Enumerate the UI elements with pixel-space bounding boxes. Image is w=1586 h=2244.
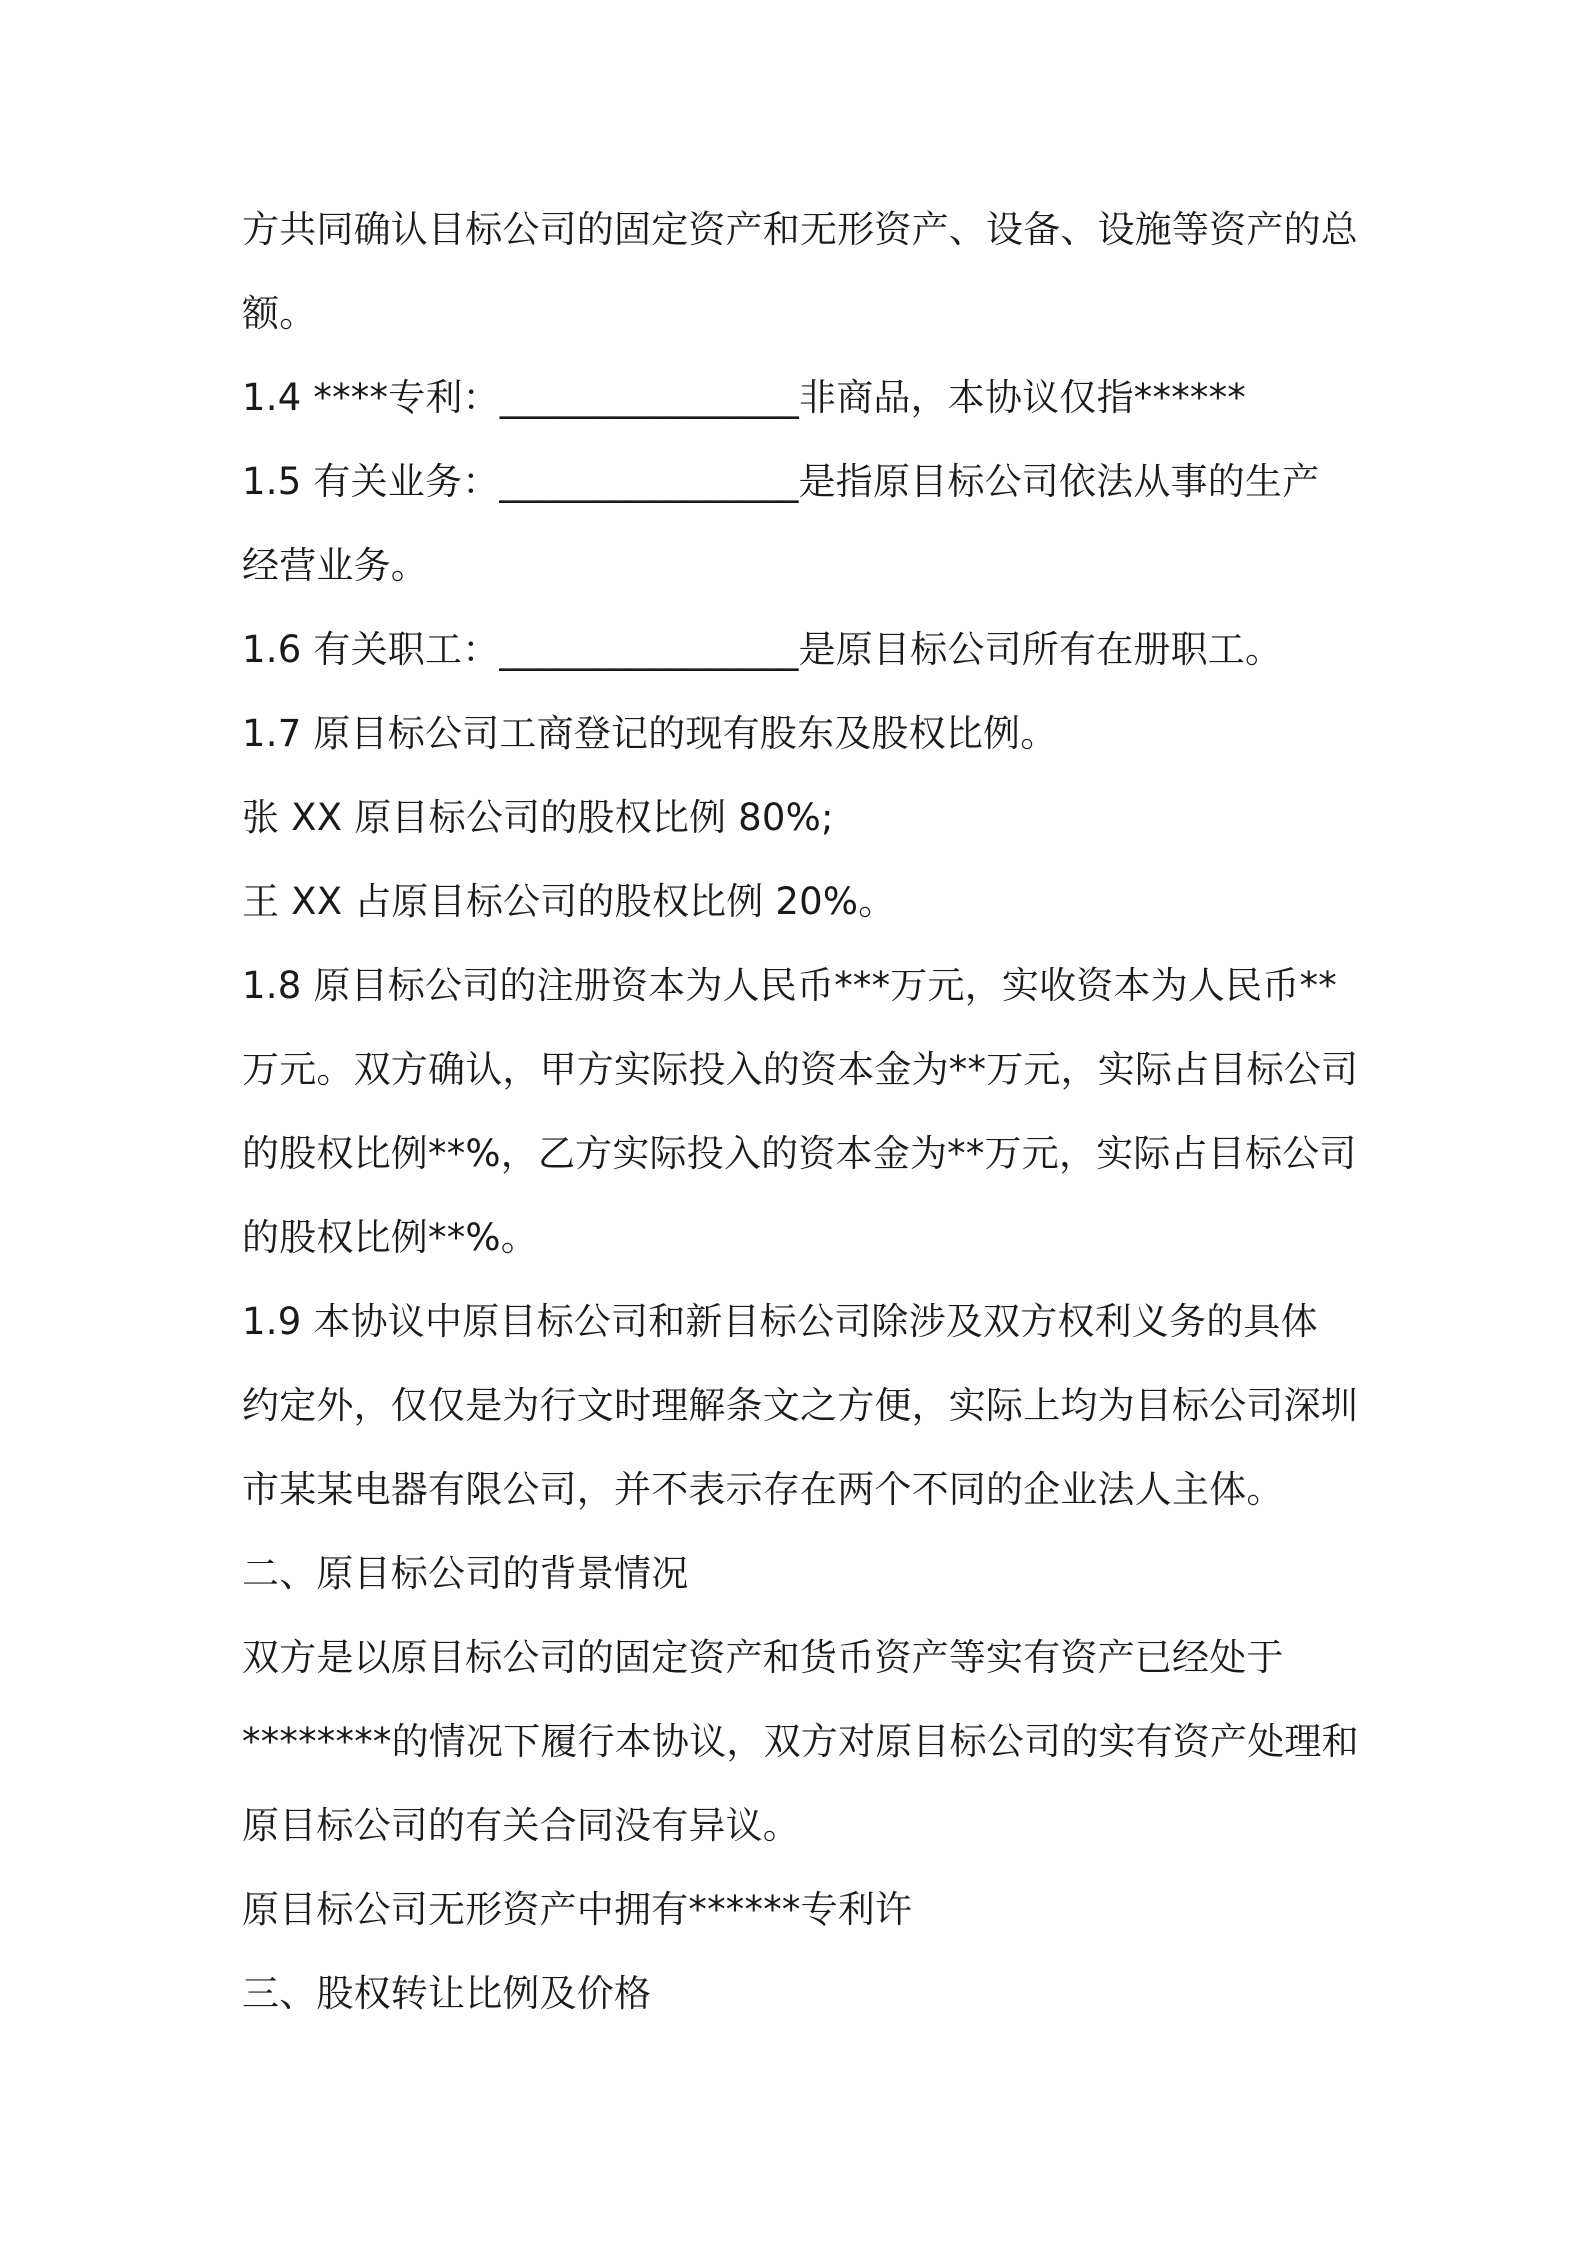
shareholder-line: 王 XX 占原目标公司的股权比例 20%。 [242, 880, 896, 923]
paragraph-line: 市某某电器有限公司，并不表示存在两个不同的企业法人主体。 [242, 1468, 1284, 1511]
paragraph-line: 经营业务。 [242, 544, 428, 587]
section-heading: 二、原目标公司的背景情况 [242, 1552, 689, 1595]
paragraph-line: 原目标公司的有关合同没有异议。 [242, 1804, 800, 1847]
clause-1-4: 1.4 ****专利：________________非商品，本协议仅指****** [242, 376, 1247, 419]
shareholder-line: 张 XX 原目标公司的股权比例 80%; [242, 796, 834, 839]
paragraph-line: 约定外，仅仅是为行文时理解条文之方便，实际上均为目标公司深圳 [242, 1384, 1358, 1427]
paragraph-line: 原目标公司无形资产中拥有******专利许 [242, 1888, 913, 1931]
paragraph-line: 双方是以原目标公司的固定资产和货币资产等实有资产已经处于 [242, 1636, 1284, 1679]
paragraph-line: 方共同确认目标公司的固定资产和无形资产、设备、设施等资产的总 [242, 208, 1358, 251]
clause-1-9: 1.9 本协议中原目标公司和新目标公司除涉及双方权利义务的具体 [242, 1300, 1318, 1343]
clause-1-7: 1.7 原目标公司工商登记的现有股东及股权比例。 [242, 712, 1058, 755]
paragraph-line: 的股权比例**%，乙方实际投入的资本金为**万元，实际占目标公司 [242, 1132, 1357, 1175]
clause-1-5: 1.5 有关业务：________________是指原目标公司依法从事的生产 [242, 460, 1320, 503]
paragraph-line: 万元。双方确认，甲方实际投入的资本金为**万元，实际占目标公司 [242, 1048, 1359, 1091]
clause-1-8: 1.8 原目标公司的注册资本为人民币***万元，实收资本为人民币** [242, 964, 1337, 1007]
paragraph-line: 的股权比例**%。 [242, 1216, 538, 1259]
section-heading: 三、股权转让比例及价格 [242, 1972, 652, 2015]
paragraph-line: 额。 [242, 292, 317, 335]
paragraph-line: ********的情况下履行本协议，双方对原目标公司的实有资产处理和 [242, 1720, 1359, 1763]
clause-1-6: 1.6 有关职工：________________是原目标公司所有在册职工。 [242, 628, 1283, 671]
